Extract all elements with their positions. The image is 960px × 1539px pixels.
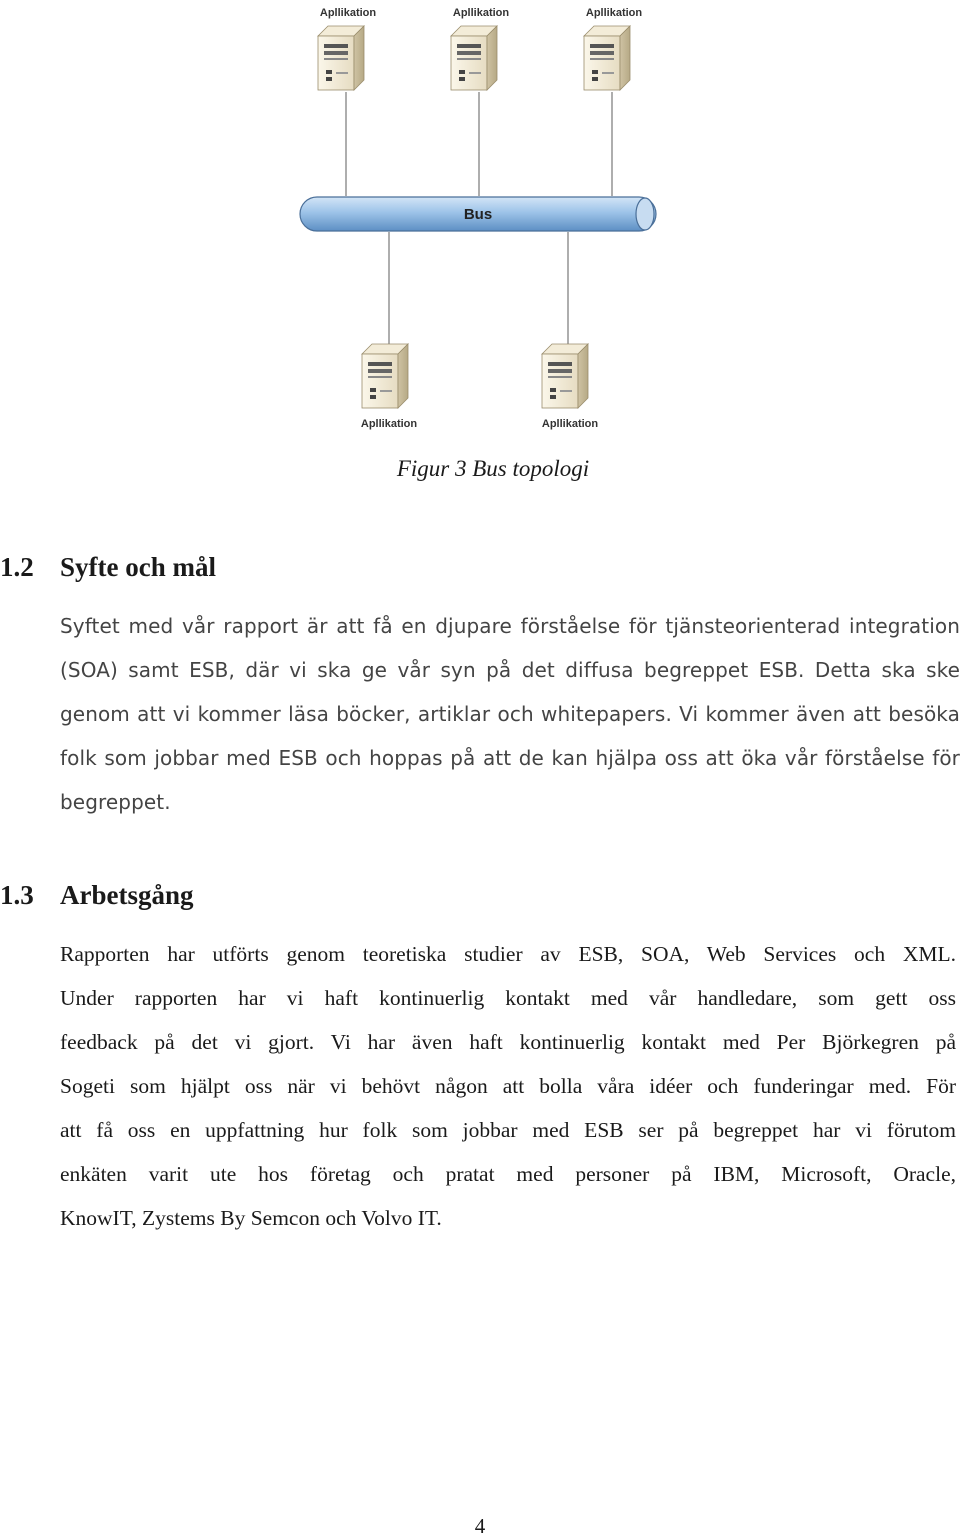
bus-topology-diagram: [0, 0, 960, 440]
text-line: Sogeti som hjälpt oss när vi behövt någon att bolla våra idéer och funderingar med. För: [60, 1074, 956, 1098]
bus-label: Bus: [463, 206, 493, 223]
text-line: folk som jobbar med ESB och hoppas på att de kan hjälpa oss att öka vår förståelse för: [60, 746, 960, 770]
text-line: Rapporten har utförts genom teoretiska studier av ESB, SOA, Web Services och XML.: [60, 942, 956, 966]
bus-cylinder: [300, 197, 656, 231]
text-line: att få oss en uppfattning hur folk som jobbar med ESB ser på begreppet har vi förutom: [60, 1118, 956, 1142]
server-label: Apllikation: [452, 7, 510, 19]
section-title: Syfte och mål: [60, 552, 216, 582]
page-number: 4: [474, 1514, 486, 1538]
text-line: genom att vi kommer läsa böcker, artiklar och whitepapers. Vi kommer även att besöka: [60, 702, 960, 726]
section-heading-1-2: [0, 552, 216, 583]
text-line: begreppet.: [60, 790, 171, 814]
server-label: Apllikation: [319, 7, 377, 19]
text-line: feedback på det vi gjort. Vi har även haft kontinuerlig kontakt med Per Björkegren på: [60, 1030, 956, 1054]
server-icon: [361, 344, 418, 430]
figure-caption: Figur 3 Bus topologi: [396, 456, 590, 481]
section-number: 1.2: [0, 552, 34, 582]
text-line: Syftet med vår rapport är att få en djupare förståelse för tjänsteorienterad integration: [60, 614, 960, 638]
text-line: enkäten varit ute hos företag och pratat med personer på IBM, Microsoft, Oracle,: [60, 1162, 956, 1186]
section-title: Arbetsgång: [60, 880, 194, 910]
server-label: Apllikation: [541, 418, 599, 430]
server-icon: [542, 344, 599, 430]
text-line: KnowIT, Zystems By Semcon och Volvo IT.: [60, 1206, 442, 1230]
server-label: Apllikation: [360, 418, 418, 430]
section-number: 1.3: [0, 880, 34, 910]
paragraph-arbetsgang: [60, 932, 956, 1240]
server-icon: [451, 7, 509, 90]
paragraph-syfte: [60, 604, 960, 824]
text-line: Under rapporten har vi haft kontinuerlig kontakt med vår handledare, som gett oss: [60, 986, 956, 1010]
server-icon: [318, 7, 376, 90]
server-label: Apllikation: [585, 7, 643, 19]
server-icon: [584, 7, 642, 90]
section-heading-1-3: [0, 880, 194, 911]
text-line: (SOA) samt ESB, där vi ska ge vår syn på det diffusa begreppet ESB. Detta ska ske: [60, 658, 960, 682]
